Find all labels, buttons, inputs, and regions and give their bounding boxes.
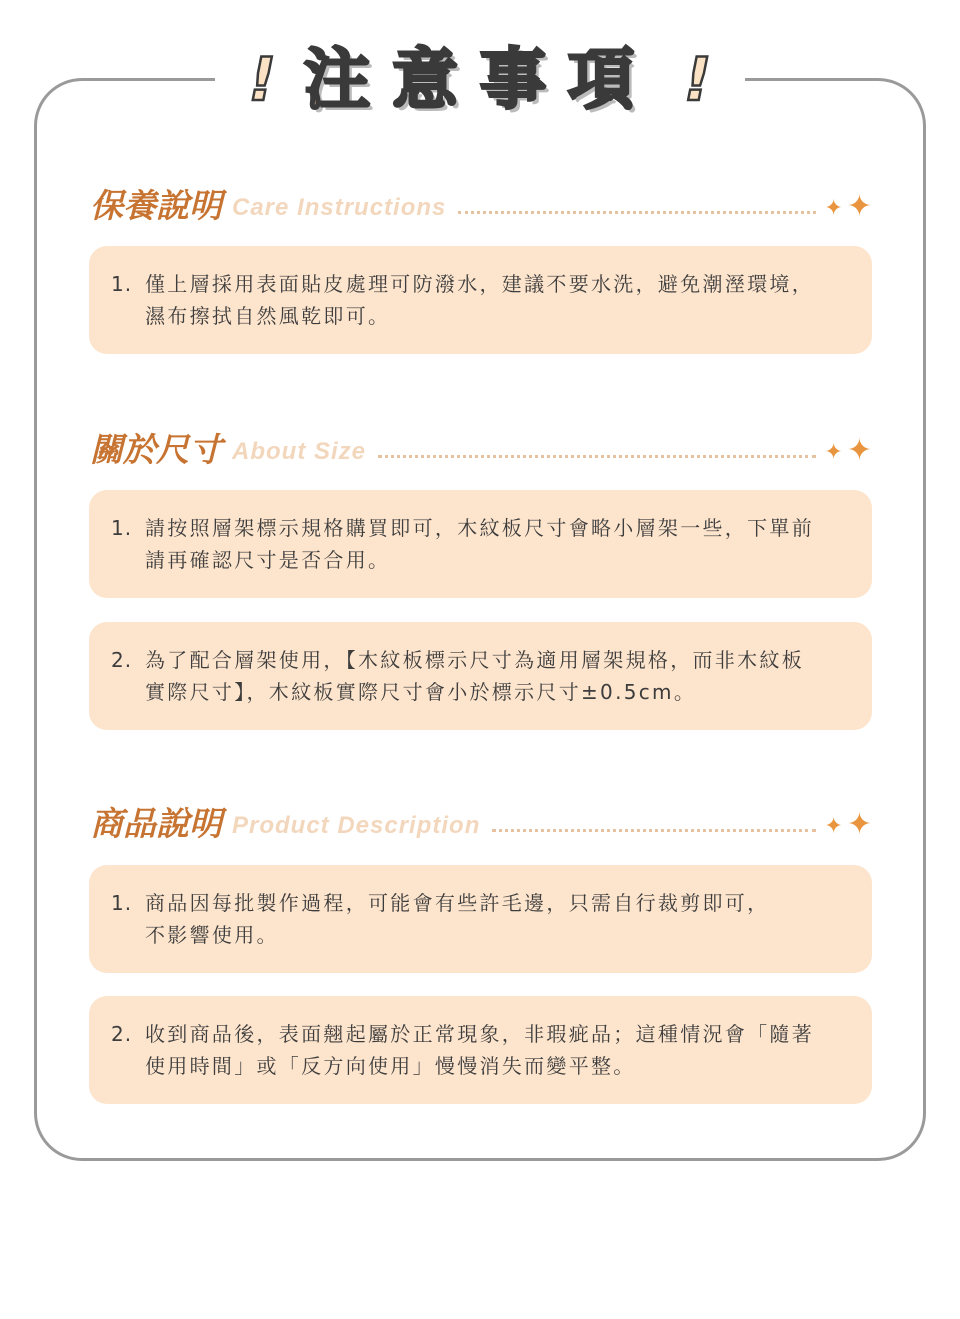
section-heading-care [90, 176, 872, 225]
exclamation-left-icon: ! [248, 45, 276, 115]
dotted-divider [378, 455, 816, 458]
item-number: 2. [111, 648, 133, 672]
sparkle-decoration [824, 433, 872, 468]
section-title-en: About Size [232, 438, 366, 465]
item-text: 商品因每批製作過程，可能會有些許毛邊，只需自行裁剪即可， 不影響使用。 [145, 891, 770, 947]
list-item [89, 246, 872, 354]
list-item [89, 996, 872, 1104]
item-text: 請按照層架標示規格購買即可，木紋板尺寸會略小層架一些，下單前 請再確認尺寸是否合用。 [145, 516, 814, 572]
exclamation-right-icon: ! [684, 45, 712, 115]
four-point-star-icon: ✦ [846, 189, 872, 224]
section-title-zh: 保養說明 [90, 186, 222, 225]
four-point-star-icon: ✦ [824, 440, 843, 465]
item-number: 2. [111, 1022, 133, 1046]
list-item [89, 865, 872, 973]
four-point-star-icon: ✦ [824, 814, 843, 839]
section-heading-size [90, 420, 872, 469]
list-item [89, 622, 872, 730]
section-title-en: Product Description [232, 812, 481, 839]
four-point-star-icon: ✦ [824, 196, 843, 221]
dotted-divider [492, 829, 816, 832]
section-title-zh: 商品說明 [90, 804, 222, 843]
list-item [89, 490, 872, 598]
item-number: 1. [111, 891, 133, 915]
section-title-en: Care Instructions [232, 194, 447, 221]
four-point-star-icon: ✦ [846, 433, 872, 468]
section-heading-product [90, 794, 872, 843]
title-banner [215, 40, 745, 120]
sparkle-decoration [824, 807, 872, 842]
four-point-star-icon: ✦ [846, 807, 872, 842]
sparkle-decoration [824, 189, 872, 224]
item-text: 為了配合層架使用，【木紋板標示尺寸為適用層架規格，而非木紋板 實際尺寸】，木紋板實際尺寸會小於標示尺寸±0.5cm。 [145, 648, 804, 704]
item-text: 收到商品後，表面翹起屬於正常現象，非瑕疵品；這種情況會「隨著 使用時間」或「反方向使用」慢慢消失而變平整。 [145, 1022, 814, 1078]
item-text: 僅上層採用表面貼皮處理可防潑水，建議不要水洗，避免潮溼環境， 濕布擦拭自然風乾即可。 [145, 272, 814, 328]
page-title: 注意事項 [304, 41, 656, 118]
section-title-zh: 關於尺寸 [90, 430, 222, 469]
item-number: 1. [111, 516, 133, 540]
dotted-divider [458, 211, 816, 214]
item-number: 1. [111, 272, 133, 296]
